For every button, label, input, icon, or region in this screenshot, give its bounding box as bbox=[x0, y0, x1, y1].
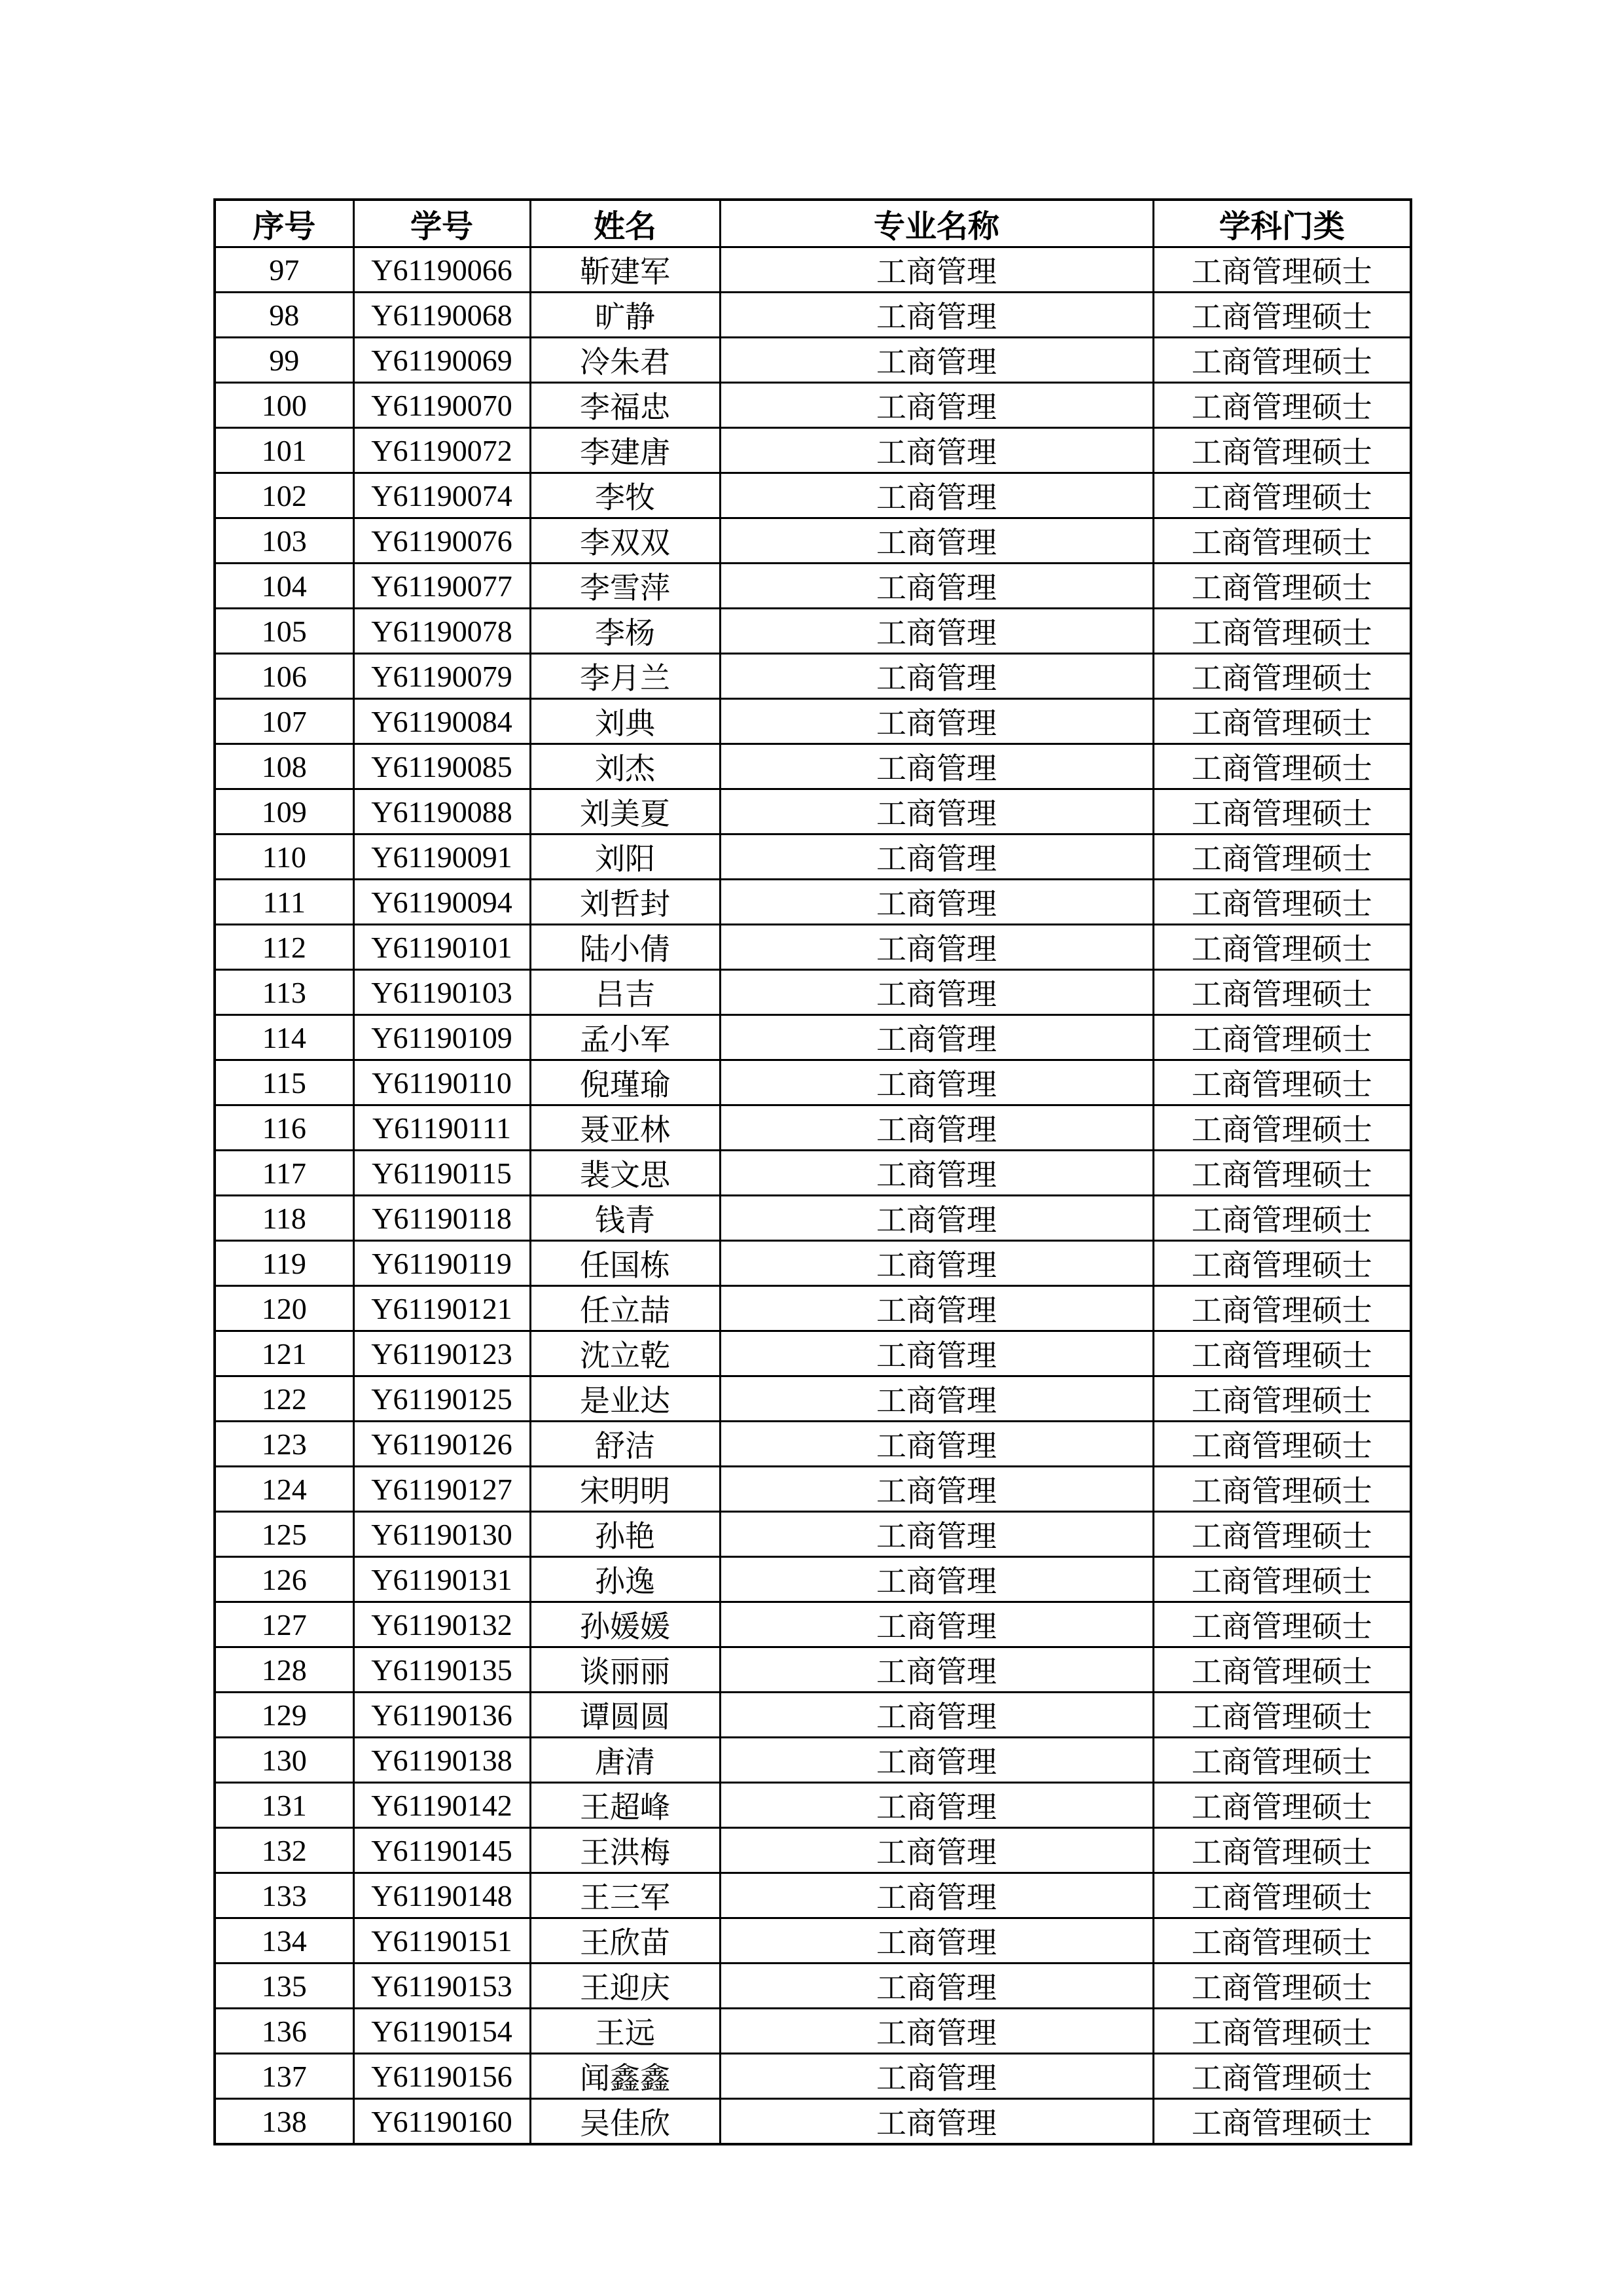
table-row bbox=[215, 1964, 1411, 2009]
cell-name: 唐清 bbox=[530, 1738, 720, 1783]
cell-student-id: Y61190109 bbox=[353, 1015, 530, 1060]
table-row bbox=[215, 1286, 1411, 1331]
header-cell-category: 学科门类 bbox=[1153, 200, 1411, 247]
cell-student-id: Y61190121 bbox=[353, 1286, 530, 1331]
cell-index: 116 bbox=[215, 1105, 353, 1151]
cell-category: 工商管理硕士 bbox=[1153, 1422, 1411, 1467]
cell-category: 工商管理硕士 bbox=[1153, 1015, 1411, 1060]
cell-index: 126 bbox=[215, 1557, 353, 1602]
cell-name: 李建唐 bbox=[530, 428, 720, 473]
cell-name: 刘阳 bbox=[530, 834, 720, 880]
table-row bbox=[215, 1376, 1411, 1422]
table-row bbox=[215, 1060, 1411, 1105]
cell-student-id: Y61190136 bbox=[353, 1693, 530, 1738]
cell-major: 工商管理 bbox=[720, 699, 1153, 744]
cell-major: 工商管理 bbox=[720, 293, 1153, 338]
cell-index: 132 bbox=[215, 1828, 353, 1873]
cell-name: 舒洁 bbox=[530, 1422, 720, 1467]
table-row bbox=[215, 338, 1411, 383]
cell-student-id: Y61190084 bbox=[353, 699, 530, 744]
table-row bbox=[215, 925, 1411, 970]
cell-index: 122 bbox=[215, 1376, 353, 1422]
cell-student-id: Y61190088 bbox=[353, 789, 530, 834]
cell-major: 工商管理 bbox=[720, 1602, 1153, 1647]
cell-major: 工商管理 bbox=[720, 1783, 1153, 1828]
table-row bbox=[215, 880, 1411, 925]
cell-index: 127 bbox=[215, 1602, 353, 1647]
cell-name: 王欣苗 bbox=[530, 1918, 720, 1964]
cell-index: 108 bbox=[215, 744, 353, 789]
cell-category: 工商管理硕士 bbox=[1153, 654, 1411, 699]
table-row bbox=[215, 2009, 1411, 2054]
table-row bbox=[215, 428, 1411, 473]
cell-major: 工商管理 bbox=[720, 1738, 1153, 1783]
cell-category: 工商管理硕士 bbox=[1153, 1376, 1411, 1422]
cell-major: 工商管理 bbox=[720, 1422, 1153, 1467]
table-row bbox=[215, 1557, 1411, 1602]
cell-category: 工商管理硕士 bbox=[1153, 338, 1411, 383]
cell-category: 工商管理硕士 bbox=[1153, 744, 1411, 789]
table-row bbox=[215, 247, 1411, 293]
cell-name: 刘哲封 bbox=[530, 880, 720, 925]
table-row bbox=[215, 1015, 1411, 1060]
cell-major: 工商管理 bbox=[720, 744, 1153, 789]
cell-major: 工商管理 bbox=[720, 473, 1153, 518]
cell-index: 118 bbox=[215, 1196, 353, 1241]
table-row bbox=[215, 1873, 1411, 1918]
cell-index: 121 bbox=[215, 1331, 353, 1376]
table-row bbox=[215, 699, 1411, 744]
cell-category: 工商管理硕士 bbox=[1153, 1873, 1411, 1918]
cell-major: 工商管理 bbox=[720, 1286, 1153, 1331]
cell-student-id: Y61190066 bbox=[353, 247, 530, 293]
cell-index: 120 bbox=[215, 1286, 353, 1331]
table-row bbox=[215, 1918, 1411, 1964]
header-cell-name: 姓名 bbox=[530, 200, 720, 247]
cell-category: 工商管理硕士 bbox=[1153, 1286, 1411, 1331]
header-cell-major: 专业名称 bbox=[720, 200, 1153, 247]
cell-major: 工商管理 bbox=[720, 880, 1153, 925]
header-row bbox=[215, 200, 1411, 247]
cell-student-id: Y61190156 bbox=[353, 2054, 530, 2099]
cell-student-id: Y61190072 bbox=[353, 428, 530, 473]
cell-name: 是业达 bbox=[530, 1376, 720, 1422]
cell-category: 工商管理硕士 bbox=[1153, 1918, 1411, 1964]
cell-name: 孙逸 bbox=[530, 1557, 720, 1602]
cell-category: 工商管理硕士 bbox=[1153, 1828, 1411, 1873]
cell-category: 工商管理硕士 bbox=[1153, 880, 1411, 925]
cell-major: 工商管理 bbox=[720, 1557, 1153, 1602]
cell-name: 沈立乾 bbox=[530, 1331, 720, 1376]
cell-category: 工商管理硕士 bbox=[1153, 428, 1411, 473]
cell-index: 105 bbox=[215, 609, 353, 654]
cell-index: 131 bbox=[215, 1783, 353, 1828]
cell-category: 工商管理硕士 bbox=[1153, 925, 1411, 970]
cell-category: 工商管理硕士 bbox=[1153, 247, 1411, 293]
table-row bbox=[215, 1828, 1411, 1873]
cell-category: 工商管理硕士 bbox=[1153, 1964, 1411, 2009]
roster-table bbox=[213, 198, 1412, 2145]
cell-major: 工商管理 bbox=[720, 1873, 1153, 1918]
cell-student-id: Y61190125 bbox=[353, 1376, 530, 1422]
cell-name: 谈丽丽 bbox=[530, 1647, 720, 1693]
cell-student-id: Y61190127 bbox=[353, 1467, 530, 1512]
cell-student-id: Y61190123 bbox=[353, 1331, 530, 1376]
cell-category: 工商管理硕士 bbox=[1153, 1647, 1411, 1693]
cell-major: 工商管理 bbox=[720, 518, 1153, 564]
cell-name: 孙媛媛 bbox=[530, 1602, 720, 1647]
cell-student-id: Y61190119 bbox=[353, 1241, 530, 1286]
cell-name: 王洪梅 bbox=[530, 1828, 720, 1873]
cell-index: 114 bbox=[215, 1015, 353, 1060]
cell-major: 工商管理 bbox=[720, 1693, 1153, 1738]
header-cell-no: 序号 bbox=[215, 200, 353, 247]
cell-index: 130 bbox=[215, 1738, 353, 1783]
cell-category: 工商管理硕士 bbox=[1153, 1738, 1411, 1783]
cell-name: 倪瑾瑜 bbox=[530, 1060, 720, 1105]
cell-major: 工商管理 bbox=[720, 1241, 1153, 1286]
table-row bbox=[215, 518, 1411, 564]
cell-student-id: Y61190118 bbox=[353, 1196, 530, 1241]
cell-name: 谭圆圆 bbox=[530, 1693, 720, 1738]
table-row bbox=[215, 293, 1411, 338]
cell-student-id: Y61190077 bbox=[353, 564, 530, 609]
cell-category: 工商管理硕士 bbox=[1153, 609, 1411, 654]
table-row bbox=[215, 1105, 1411, 1151]
cell-major: 工商管理 bbox=[720, 1060, 1153, 1105]
cell-index: 100 bbox=[215, 383, 353, 428]
cell-major: 工商管理 bbox=[720, 1376, 1153, 1422]
cell-major: 工商管理 bbox=[720, 383, 1153, 428]
cell-name: 冷朱君 bbox=[530, 338, 720, 383]
table-row bbox=[215, 744, 1411, 789]
cell-student-id: Y61190126 bbox=[353, 1422, 530, 1467]
table-row bbox=[215, 1783, 1411, 1828]
cell-index: 135 bbox=[215, 1964, 353, 2009]
cell-category: 工商管理硕士 bbox=[1153, 1241, 1411, 1286]
cell-major: 工商管理 bbox=[720, 428, 1153, 473]
cell-index: 106 bbox=[215, 654, 353, 699]
cell-index: 101 bbox=[215, 428, 353, 473]
cell-student-id: Y61190069 bbox=[353, 338, 530, 383]
table-row bbox=[215, 1512, 1411, 1557]
cell-index: 133 bbox=[215, 1873, 353, 1918]
cell-name: 李月兰 bbox=[530, 654, 720, 699]
cell-major: 工商管理 bbox=[720, 1512, 1153, 1557]
cell-student-id: Y61190074 bbox=[353, 473, 530, 518]
cell-category: 工商管理硕士 bbox=[1153, 970, 1411, 1015]
cell-name: 李牧 bbox=[530, 473, 720, 518]
cell-category: 工商管理硕士 bbox=[1153, 1557, 1411, 1602]
cell-name: 靳建军 bbox=[530, 247, 720, 293]
cell-student-id: Y61190091 bbox=[353, 834, 530, 880]
cell-major: 工商管理 bbox=[720, 654, 1153, 699]
cell-student-id: Y61190085 bbox=[353, 744, 530, 789]
cell-category: 工商管理硕士 bbox=[1153, 293, 1411, 338]
cell-student-id: Y61190079 bbox=[353, 654, 530, 699]
cell-name: 闻鑫鑫 bbox=[530, 2054, 720, 2099]
cell-major: 工商管理 bbox=[720, 564, 1153, 609]
cell-name: 旷静 bbox=[530, 293, 720, 338]
cell-student-id: Y61190151 bbox=[353, 1918, 530, 1964]
cell-index: 128 bbox=[215, 1647, 353, 1693]
cell-student-id: Y61190111 bbox=[353, 1105, 530, 1151]
cell-student-id: Y61190101 bbox=[353, 925, 530, 970]
cell-major: 工商管理 bbox=[720, 970, 1153, 1015]
cell-student-id: Y61190130 bbox=[353, 1512, 530, 1557]
cell-category: 工商管理硕士 bbox=[1153, 1783, 1411, 1828]
cell-major: 工商管理 bbox=[720, 925, 1153, 970]
cell-name: 吴佳欣 bbox=[530, 2099, 720, 2145]
cell-student-id: Y61190153 bbox=[353, 1964, 530, 2009]
cell-major: 工商管理 bbox=[720, 1331, 1153, 1376]
table-row bbox=[215, 2054, 1411, 2099]
cell-name: 王三军 bbox=[530, 1873, 720, 1918]
table-row bbox=[215, 1647, 1411, 1693]
cell-index: 113 bbox=[215, 970, 353, 1015]
table-body bbox=[215, 247, 1411, 2145]
cell-category: 工商管理硕士 bbox=[1153, 1467, 1411, 1512]
cell-name: 钱青 bbox=[530, 1196, 720, 1241]
cell-category: 工商管理硕士 bbox=[1153, 383, 1411, 428]
cell-category: 工商管理硕士 bbox=[1153, 1060, 1411, 1105]
cell-index: 136 bbox=[215, 2009, 353, 2054]
table-row bbox=[215, 473, 1411, 518]
table-row bbox=[215, 1196, 1411, 1241]
cell-student-id: Y61190154 bbox=[353, 2009, 530, 2054]
table-row bbox=[215, 1738, 1411, 1783]
cell-category: 工商管理硕士 bbox=[1153, 564, 1411, 609]
cell-student-id: Y61190076 bbox=[353, 518, 530, 564]
cell-student-id: Y61190145 bbox=[353, 1828, 530, 1873]
cell-index: 99 bbox=[215, 338, 353, 383]
cell-name: 刘典 bbox=[530, 699, 720, 744]
cell-index: 103 bbox=[215, 518, 353, 564]
cell-name: 李福忠 bbox=[530, 383, 720, 428]
cell-index: 112 bbox=[215, 925, 353, 970]
cell-student-id: Y61190078 bbox=[353, 609, 530, 654]
table-row bbox=[215, 1331, 1411, 1376]
cell-index: 123 bbox=[215, 1422, 353, 1467]
cell-category: 工商管理硕士 bbox=[1153, 2009, 1411, 2054]
cell-category: 工商管理硕士 bbox=[1153, 699, 1411, 744]
cell-major: 工商管理 bbox=[720, 834, 1153, 880]
table-row bbox=[215, 970, 1411, 1015]
cell-major: 工商管理 bbox=[720, 1467, 1153, 1512]
cell-major: 工商管理 bbox=[720, 1105, 1153, 1151]
table-row bbox=[215, 789, 1411, 834]
cell-name: 王超峰 bbox=[530, 1783, 720, 1828]
cell-name: 王迎庆 bbox=[530, 1964, 720, 2009]
cell-name: 孟小军 bbox=[530, 1015, 720, 1060]
cell-index: 117 bbox=[215, 1151, 353, 1196]
cell-index: 125 bbox=[215, 1512, 353, 1557]
cell-student-id: Y61190110 bbox=[353, 1060, 530, 1105]
cell-index: 98 bbox=[215, 293, 353, 338]
cell-student-id: Y61190094 bbox=[353, 880, 530, 925]
table-row bbox=[215, 1467, 1411, 1512]
table-row bbox=[215, 2099, 1411, 2145]
cell-major: 工商管理 bbox=[720, 2054, 1153, 2099]
cell-major: 工商管理 bbox=[720, 1015, 1153, 1060]
cell-student-id: Y61190068 bbox=[353, 293, 530, 338]
cell-name: 聂亚林 bbox=[530, 1105, 720, 1151]
cell-category: 工商管理硕士 bbox=[1153, 834, 1411, 880]
table-row bbox=[215, 383, 1411, 428]
cell-category: 工商管理硕士 bbox=[1153, 2099, 1411, 2145]
cell-category: 工商管理硕士 bbox=[1153, 2054, 1411, 2099]
cell-index: 111 bbox=[215, 880, 353, 925]
cell-index: 115 bbox=[215, 1060, 353, 1105]
cell-index: 129 bbox=[215, 1693, 353, 1738]
cell-category: 工商管理硕士 bbox=[1153, 473, 1411, 518]
table-row bbox=[215, 1422, 1411, 1467]
cell-index: 138 bbox=[215, 2099, 353, 2145]
cell-index: 137 bbox=[215, 2054, 353, 2099]
table-row bbox=[215, 1241, 1411, 1286]
cell-name: 刘美夏 bbox=[530, 789, 720, 834]
cell-index: 119 bbox=[215, 1241, 353, 1286]
cell-category: 工商管理硕士 bbox=[1153, 789, 1411, 834]
cell-major: 工商管理 bbox=[720, 1151, 1153, 1196]
cell-name: 刘杰 bbox=[530, 744, 720, 789]
cell-major: 工商管理 bbox=[720, 1964, 1153, 2009]
cell-name: 王远 bbox=[530, 2009, 720, 2054]
cell-name: 李双双 bbox=[530, 518, 720, 564]
cell-category: 工商管理硕士 bbox=[1153, 1105, 1411, 1151]
cell-category: 工商管理硕士 bbox=[1153, 1602, 1411, 1647]
cell-category: 工商管理硕士 bbox=[1153, 1196, 1411, 1241]
cell-student-id: Y61190142 bbox=[353, 1783, 530, 1828]
cell-major: 工商管理 bbox=[720, 609, 1153, 654]
cell-category: 工商管理硕士 bbox=[1153, 1331, 1411, 1376]
cell-student-id: Y61190132 bbox=[353, 1602, 530, 1647]
cell-major: 工商管理 bbox=[720, 1647, 1153, 1693]
cell-major: 工商管理 bbox=[720, 1196, 1153, 1241]
table-row bbox=[215, 1693, 1411, 1738]
cell-name: 孙艳 bbox=[530, 1512, 720, 1557]
table-row bbox=[215, 564, 1411, 609]
cell-major: 工商管理 bbox=[720, 1918, 1153, 1964]
cell-student-id: Y61190135 bbox=[353, 1647, 530, 1693]
cell-student-id: Y61190160 bbox=[353, 2099, 530, 2145]
cell-category: 工商管理硕士 bbox=[1153, 518, 1411, 564]
cell-student-id: Y61190115 bbox=[353, 1151, 530, 1196]
cell-index: 124 bbox=[215, 1467, 353, 1512]
cell-name: 陆小倩 bbox=[530, 925, 720, 970]
cell-major: 工商管理 bbox=[720, 2009, 1153, 2054]
table-row bbox=[215, 1602, 1411, 1647]
cell-index: 107 bbox=[215, 699, 353, 744]
cell-category: 工商管理硕士 bbox=[1153, 1151, 1411, 1196]
cell-index: 102 bbox=[215, 473, 353, 518]
cell-student-id: Y61190070 bbox=[353, 383, 530, 428]
cell-name: 裴文思 bbox=[530, 1151, 720, 1196]
table-row bbox=[215, 654, 1411, 699]
table-row bbox=[215, 1151, 1411, 1196]
cell-name: 李雪萍 bbox=[530, 564, 720, 609]
cell-major: 工商管理 bbox=[720, 247, 1153, 293]
cell-name: 任国栋 bbox=[530, 1241, 720, 1286]
cell-index: 134 bbox=[215, 1918, 353, 1964]
cell-index: 109 bbox=[215, 789, 353, 834]
cell-category: 工商管理硕士 bbox=[1153, 1693, 1411, 1738]
cell-major: 工商管理 bbox=[720, 789, 1153, 834]
table-row bbox=[215, 609, 1411, 654]
cell-name: 任立喆 bbox=[530, 1286, 720, 1331]
cell-student-id: Y61190103 bbox=[353, 970, 530, 1015]
header-cell-id: 学号 bbox=[353, 200, 530, 247]
cell-name: 宋明明 bbox=[530, 1467, 720, 1512]
cell-name: 李杨 bbox=[530, 609, 720, 654]
cell-major: 工商管理 bbox=[720, 338, 1153, 383]
table-row bbox=[215, 834, 1411, 880]
cell-student-id: Y61190148 bbox=[353, 1873, 530, 1918]
cell-index: 97 bbox=[215, 247, 353, 293]
cell-major: 工商管理 bbox=[720, 1828, 1153, 1873]
cell-category: 工商管理硕士 bbox=[1153, 1512, 1411, 1557]
cell-major: 工商管理 bbox=[720, 2099, 1153, 2145]
cell-student-id: Y61190131 bbox=[353, 1557, 530, 1602]
cell-student-id: Y61190138 bbox=[353, 1738, 530, 1783]
cell-name: 吕吉 bbox=[530, 970, 720, 1015]
cell-index: 104 bbox=[215, 564, 353, 609]
cell-index: 110 bbox=[215, 834, 353, 880]
